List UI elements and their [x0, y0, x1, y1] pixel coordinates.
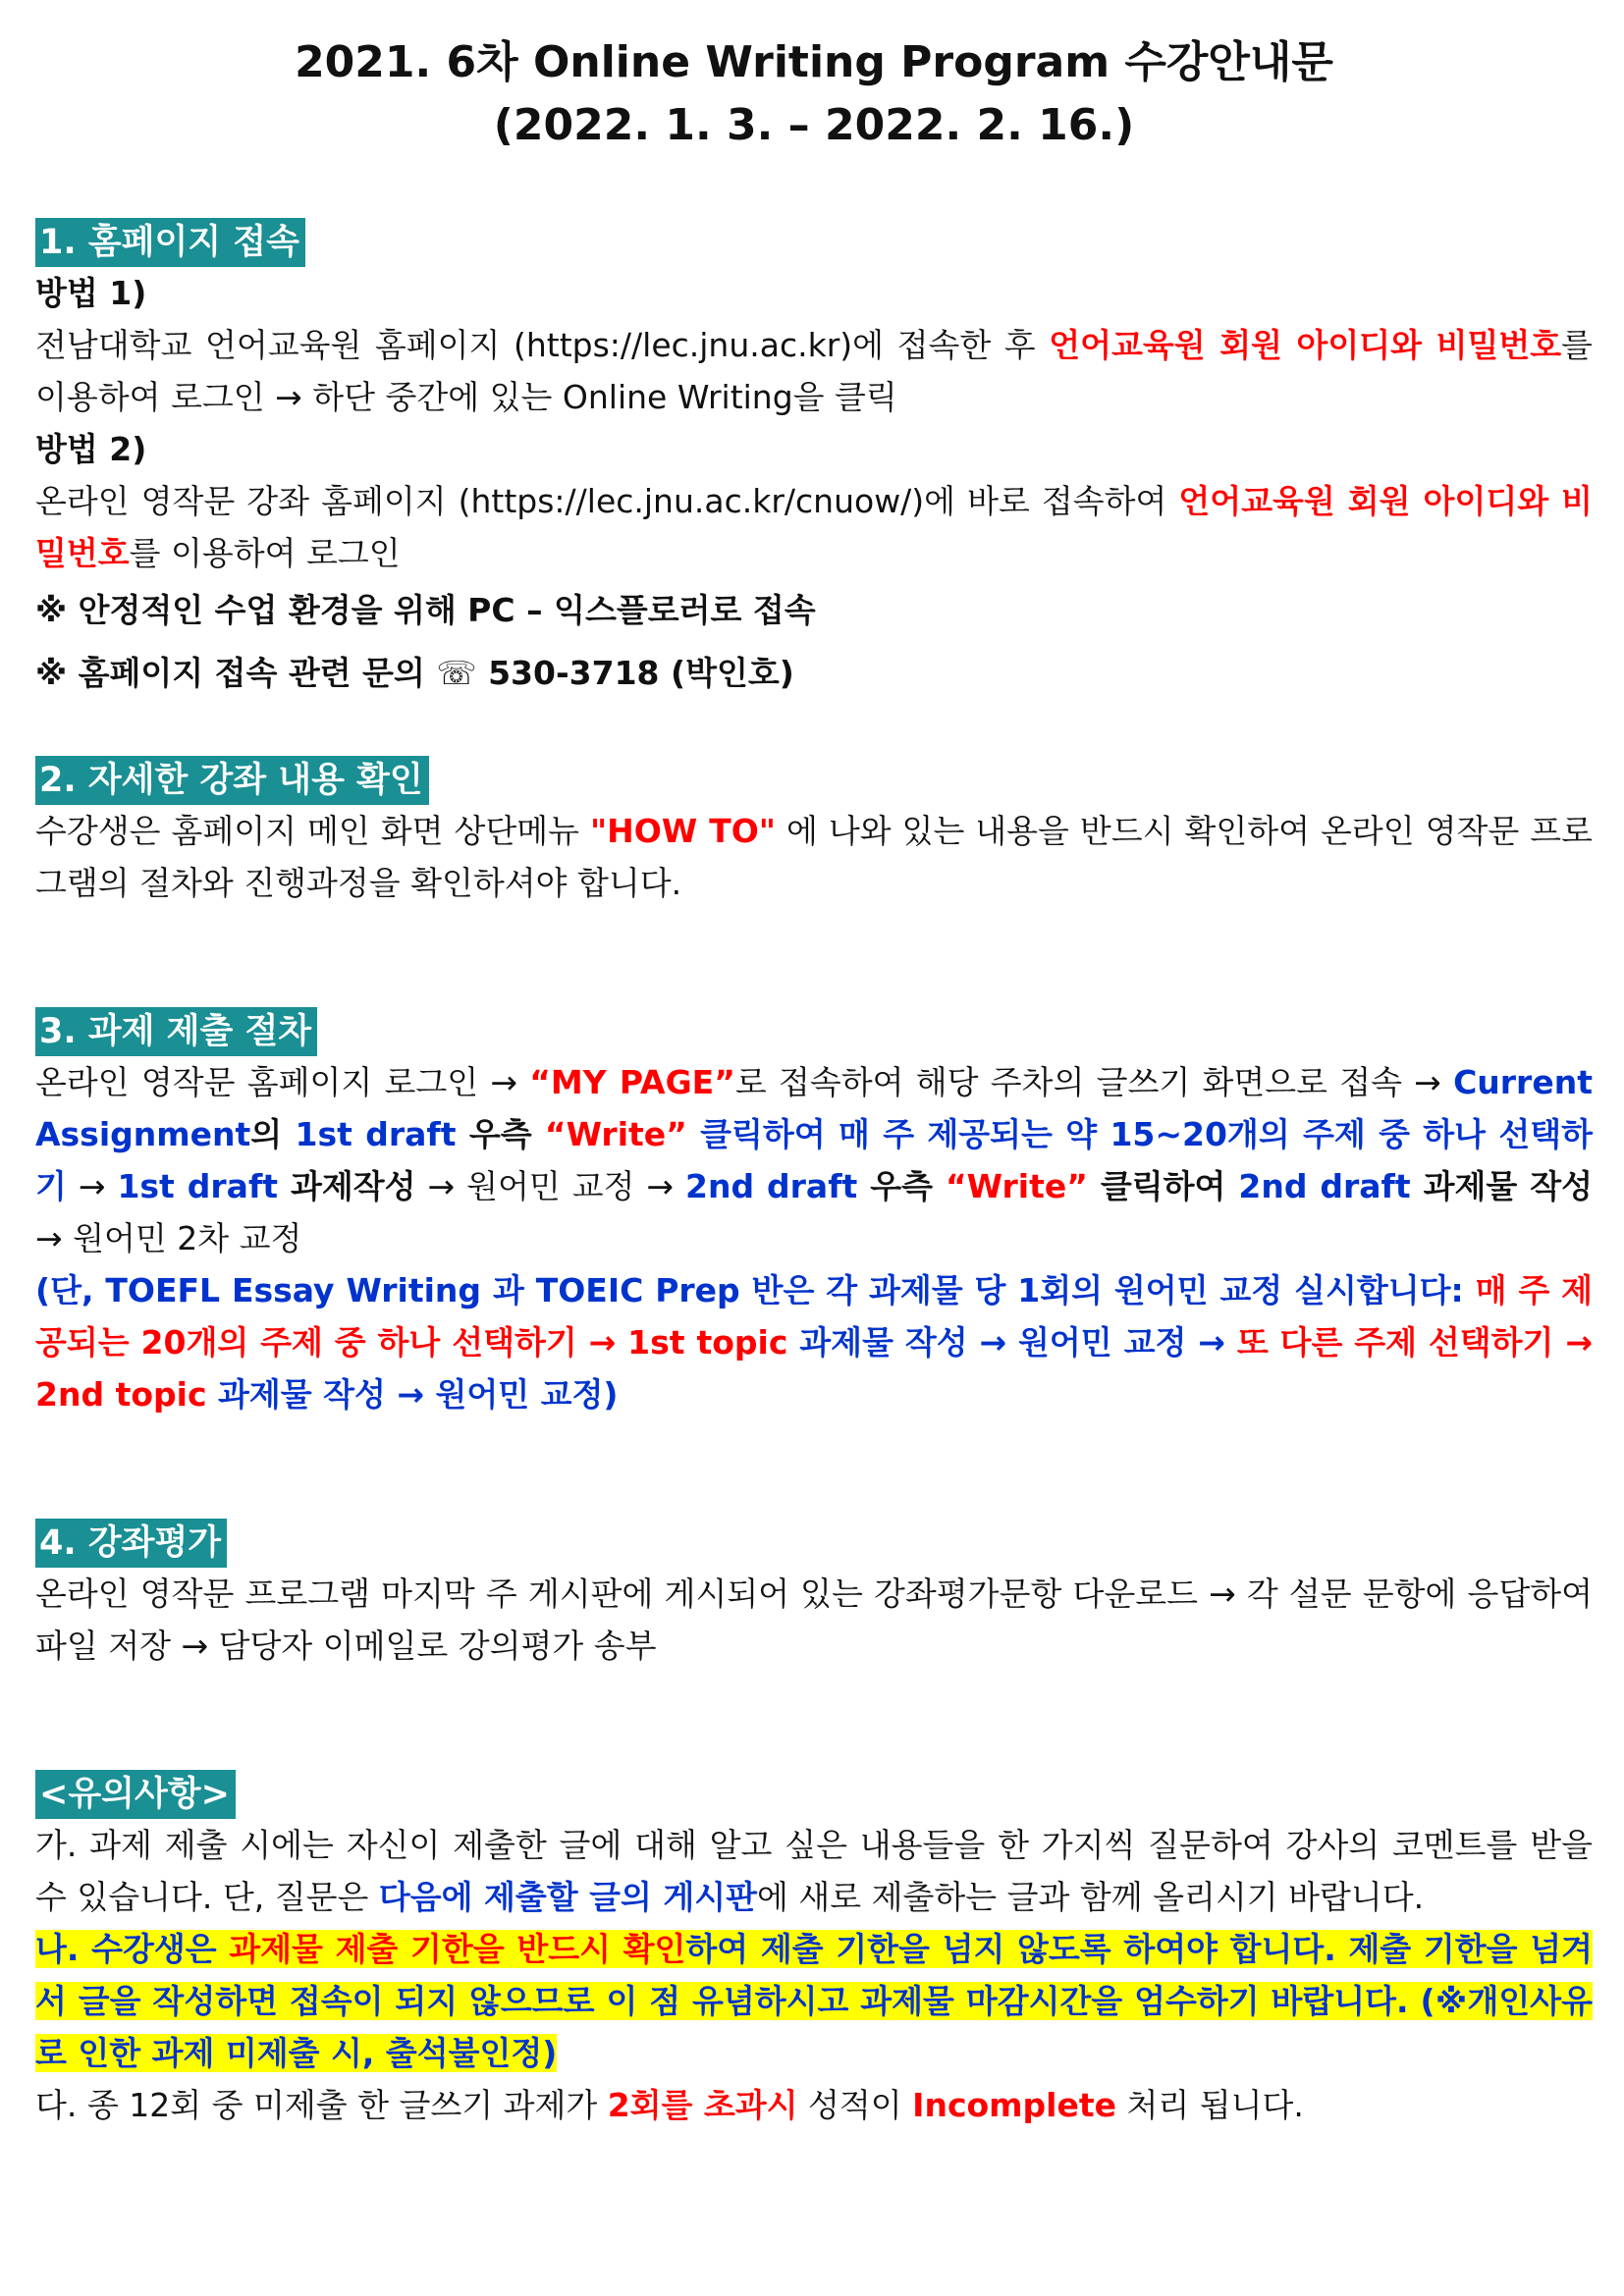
- note-ga-text: 에 새로 제출하는 글과 함께 올리시기 바랍니다.: [756, 1878, 1425, 1916]
- section-2-text: [35, 805, 1593, 909]
- proc-text: 로 접속하여 해당 주차의 글쓰기 화면으로 접속 →: [734, 1063, 1454, 1101]
- section-4-text: 온라인 영작문 프로그램 마지막 주 게시판에 게시되어 있는 강좌평가문항 다운로드 → 각 설문 문항에 응답하여 파일 저장 → 담당자 이메일로 강의평가 송부: [35, 1575, 1593, 1665]
- method-2-credentials: 언어교육원 회원 아이디와 비밀번호: [35, 482, 1593, 572]
- title-line-2: (2022. 1. 3. – 2022. 2. 16.): [493, 100, 1135, 150]
- section-2-text-b: 에 나와 있는 내용을 반드시 확인하여 온라인 영작문 프로그램의 절차와 진행과정을 확인하셔야 합니다.: [35, 812, 1594, 902]
- section-course-evaluation: [35, 1519, 1593, 1672]
- first-draft-label: 1st draft: [117, 1167, 279, 1205]
- exception-red: 또 다른 주제 선택하기 → 2nd topic: [35, 1323, 1593, 1414]
- section-2-heading: 2. 자세한 강좌 내용 확인: [35, 756, 429, 805]
- method-2-text-b: 를 이용하여 로그인: [129, 534, 401, 572]
- method-1-text: [35, 319, 1593, 423]
- method-2-text-a: 온라인 영작문 강좌 홈페이지 (https://lec.jnu.ac.kr/cnuow/)에 바로 접속하여: [35, 482, 1179, 520]
- document-title: [35, 31, 1593, 157]
- deadline-warning: 과제물 제출 기한을 반드시 확인: [229, 1930, 686, 1968]
- note-contact-phone: 530-3718 (박인호): [476, 654, 794, 692]
- note-na-text: 하여 제출 기한을 넘지 않도록 하여야 합니다. 제출 기한을 넘겨서 글을 작성하면 접속이 되지 않으므로 이 점 유념하시고 과제물 마감시간을 엄수하기 바랍니다. (※개인사유로 인한 과제 미제출 시, 출석불인정): [35, 1930, 1593, 2072]
- first-draft-label: 1st draft: [295, 1115, 457, 1153]
- proc-text: 과제작성: [278, 1167, 416, 1205]
- section-2-text-a: 수강생은 홈페이지 메인 화면 상단메뉴: [35, 812, 590, 850]
- proc-arrow: →: [66, 1167, 118, 1205]
- exception-text: 과제물 작성 → 원어민 교정): [206, 1375, 619, 1414]
- write-label: “Write”: [945, 1167, 1088, 1205]
- method-1-text-a: 전남대학교 언어교육원 홈페이지 (https://lec.jnu.ac.kr)에 접속한 후: [35, 326, 1050, 364]
- section-notes: [35, 1770, 1593, 2131]
- note-browser: ※ 안정적인 수업 환경을 위해 PC – 익스플로러로 접속: [35, 591, 816, 629]
- write-label: “Write”: [544, 1115, 687, 1153]
- next-board-label: 다음에 제출할 글의 게시판: [378, 1878, 757, 1916]
- how-to-menu: "HOW TO": [589, 812, 776, 850]
- method-1-label: 방법 1): [35, 274, 147, 312]
- proc-text: → 원어민 2차 교정: [35, 1219, 302, 1257]
- section-3-procedure: [35, 1056, 1593, 1264]
- proc-text: 과제물 작성: [1410, 1167, 1593, 1205]
- method-2-label: 방법 2): [35, 430, 147, 468]
- proc-text: 클릭하여: [1087, 1167, 1239, 1205]
- exception-red: 매 주 제공되는 20개의 주제 중 하나 선택하기 → 1st topic: [35, 1271, 1593, 1362]
- method-1-credentials: 언어교육원 회원 아이디와 비밀번호: [1049, 326, 1562, 364]
- note-contact-text: ※ 홈페이지 접속 관련 문의: [35, 654, 437, 692]
- current-assignment-label: Current Assignment: [35, 1063, 1593, 1153]
- proc-text: 온라인 영작문 홈페이지 로그인 →: [35, 1063, 530, 1101]
- note-na-text: 나. 수강생은: [35, 1930, 230, 1968]
- section-4-heading: 4. 강좌평가: [35, 1519, 227, 1568]
- section-homepage-access: [35, 218, 1593, 705]
- proc-text: 우측: [456, 1115, 545, 1153]
- section-3-heading: 3. 과제 제출 절차: [35, 1007, 317, 1056]
- section-3-exception: [35, 1264, 1593, 1420]
- my-page-label: “MY PAGE”: [529, 1063, 735, 1101]
- note-da-text: 성적이: [797, 2086, 913, 2124]
- second-draft-label: 2nd draft: [685, 1167, 858, 1205]
- second-draft-label: 2nd draft: [1238, 1167, 1411, 1205]
- incomplete-label: Incomplete: [912, 2086, 1117, 2124]
- proc-text: 우측: [857, 1167, 946, 1205]
- proc-text: 의: [250, 1115, 296, 1153]
- document-page: [35, 31, 1593, 2131]
- note-da-text: 처리 됩니다.: [1116, 2086, 1304, 2124]
- proc-text: → 원어민 교정 →: [415, 1167, 685, 1205]
- notes-heading: <유의사항>: [35, 1770, 236, 1819]
- note-da: [35, 2079, 1593, 2131]
- method-2-text: [35, 475, 1593, 579]
- exception-text: 과제물 작성 → 원어민 교정 →: [787, 1323, 1237, 1362]
- note-contact: [35, 642, 1593, 705]
- phone-icon: ☏: [436, 654, 477, 692]
- section-1-heading: 1. 홈페이지 접속: [35, 218, 305, 267]
- section-course-details: [35, 756, 1593, 909]
- section-submission-procedure: [35, 1007, 1593, 1420]
- note-ga: [35, 1819, 1593, 1923]
- method-1-text-b: 를 이용하여 로그인 → 하단 중간에 있는 Online Writing을 클릭: [35, 326, 1593, 416]
- exception-text: (단, TOEFL Essay Writing 과 TOEIC Prep 반은 각 과제물 당 1회의 원어민 교정 실시합니다:: [35, 1271, 1476, 1309]
- note-da-text: 다. 종 12회 중 미제출 한 글쓰기 과제가: [35, 2086, 608, 2124]
- title-line-1: 2021. 6차 Online Writing Program 수강안내문: [295, 37, 1333, 87]
- note-ga-text: 가. 과제 제출 시에는 자신이 제출한 글에 대해 알고 싶은 내용들을 한 가지씩 질문하여 강사의 코멘트를 받을 수 있습니다. 단, 질문은: [35, 1826, 1593, 1916]
- over-limit-label: 2회를 초과시: [607, 2086, 798, 2124]
- note-na: [35, 1923, 1593, 2079]
- proc-topic-select: 클릭하여 매 주 제공되는 약 15~20개의 주제 중 하나 선택하기: [35, 1115, 1593, 1205]
